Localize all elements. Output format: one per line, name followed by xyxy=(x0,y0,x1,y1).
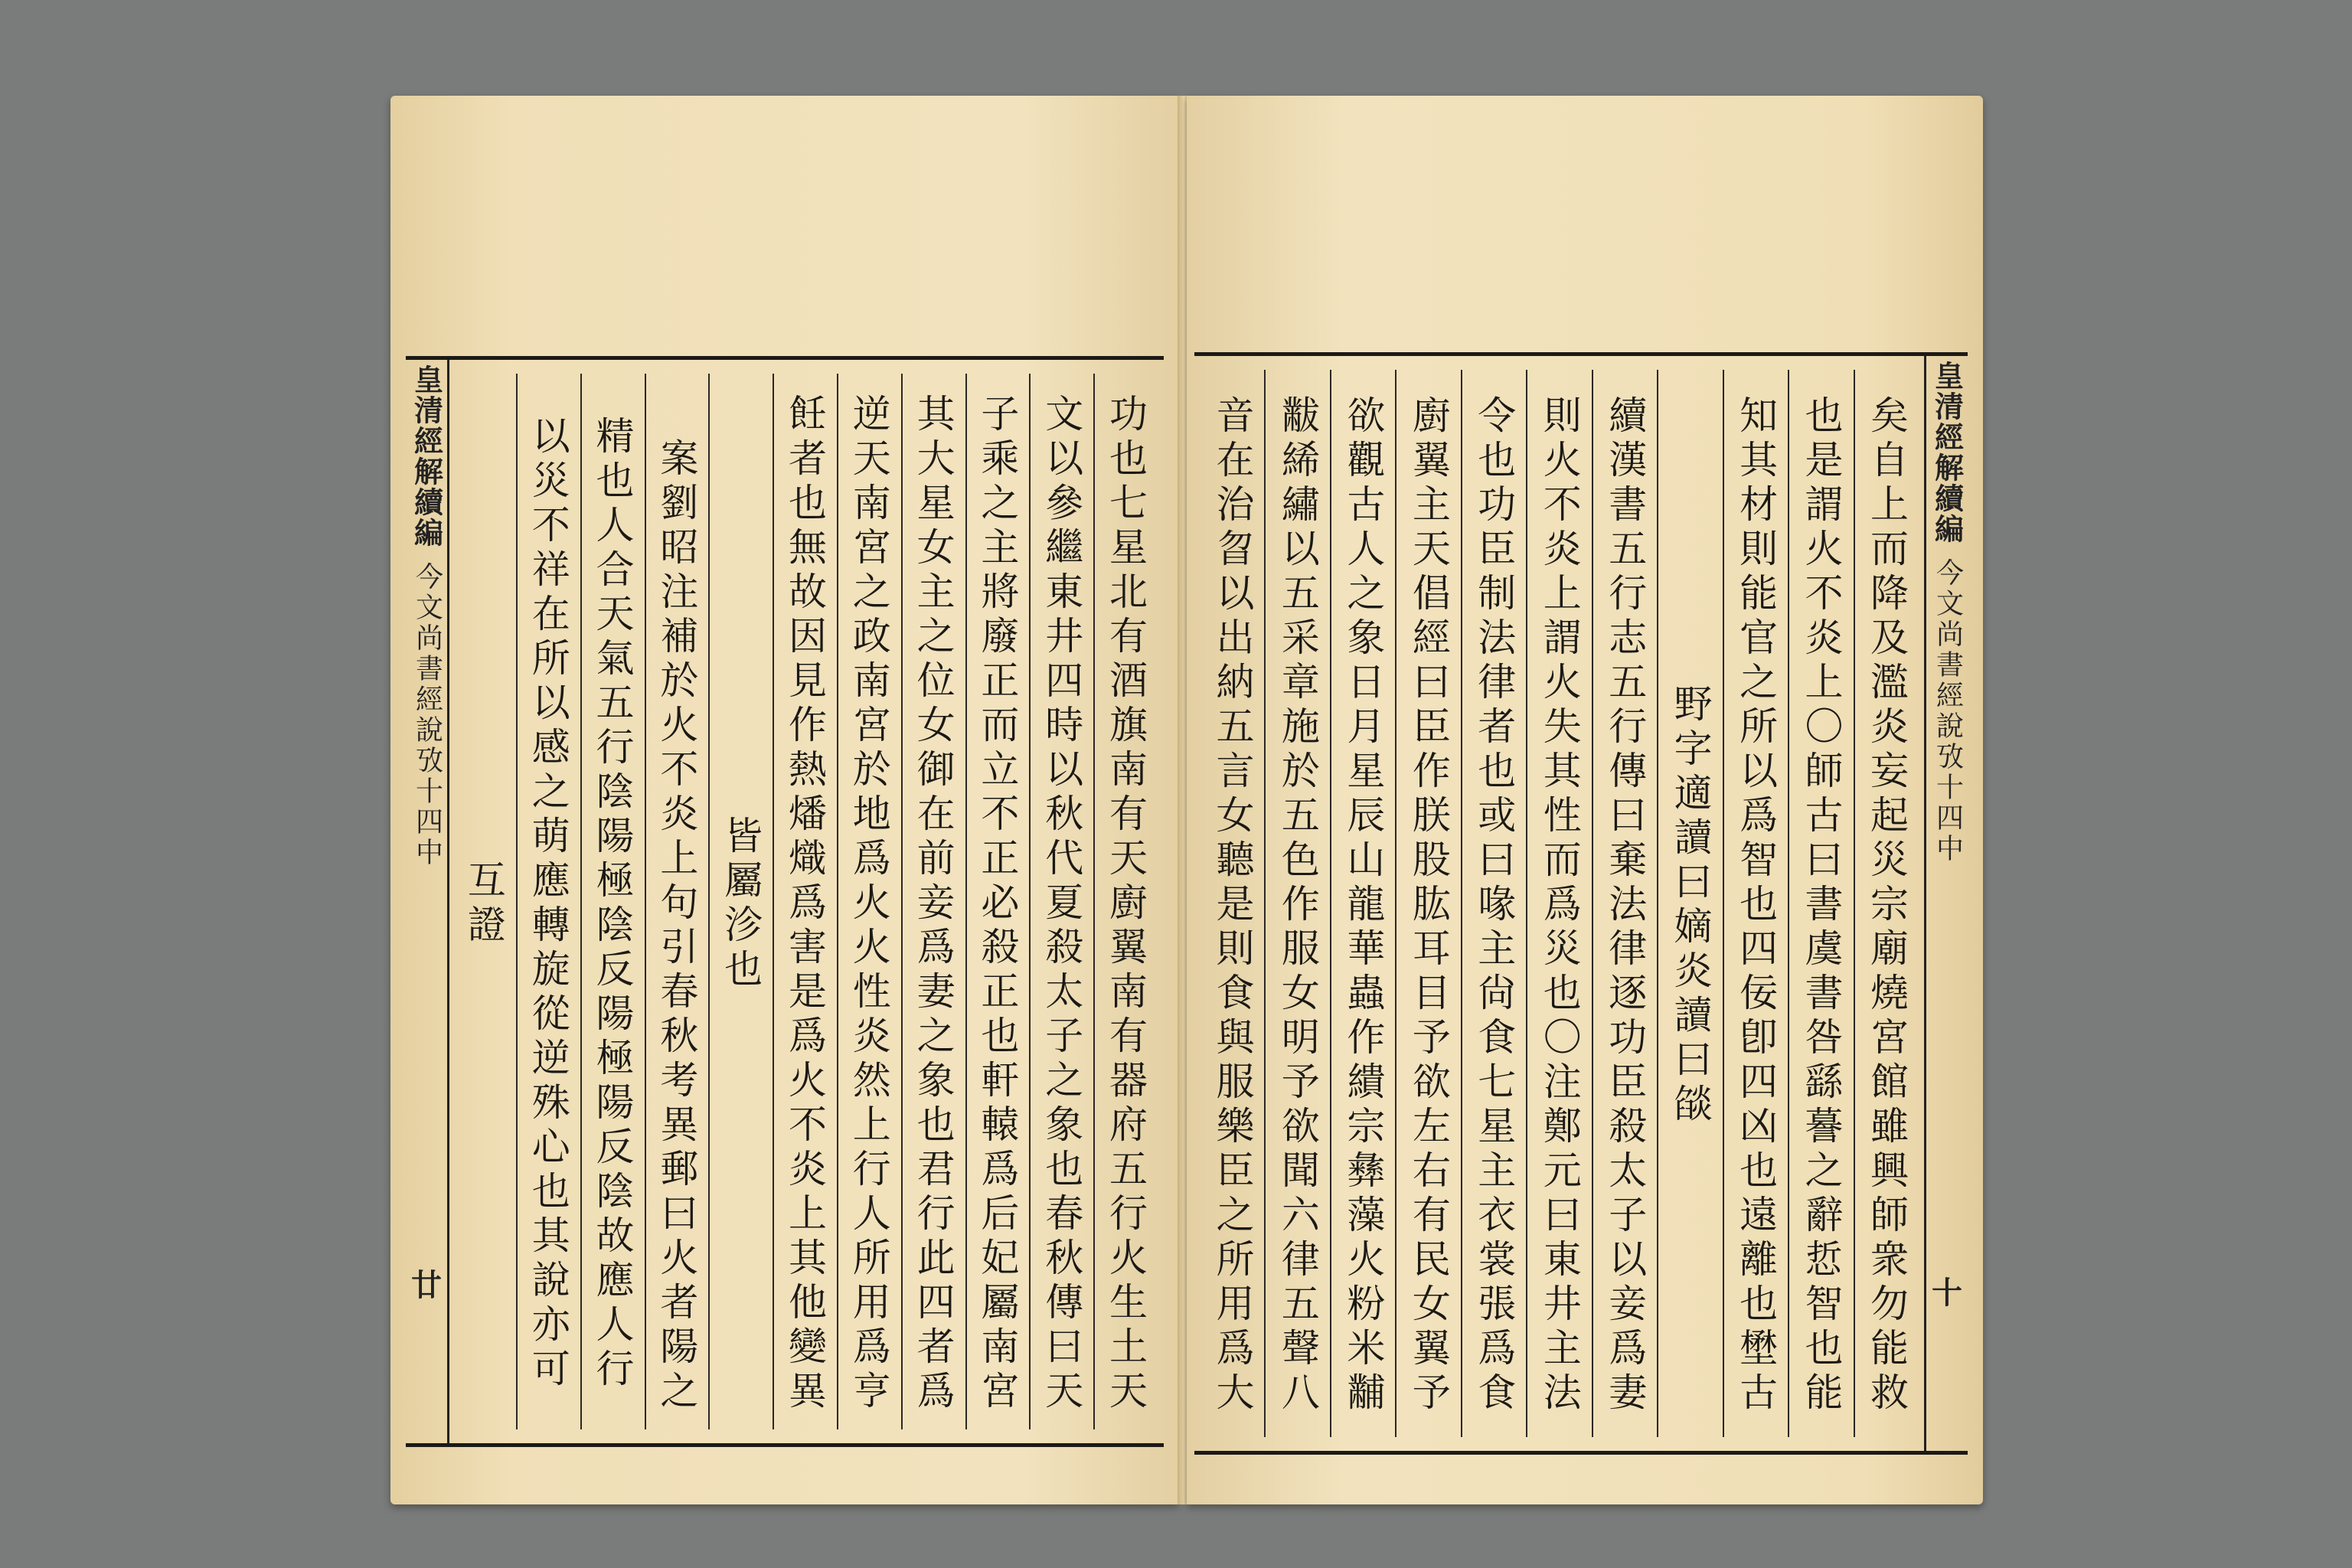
text-column: 互證 xyxy=(461,859,506,949)
book-spread xyxy=(383,80,1991,1520)
left-sub-title: 今文尚書經說攷十四中 xyxy=(411,562,443,868)
text-column: 野字適讀曰嫡炎讀曰燄 xyxy=(1657,370,1722,1437)
left-banxin xyxy=(406,360,449,1443)
text-column: 則火不炎上謂火失其性而爲災也〇注鄭元曰東井主法 xyxy=(1526,370,1591,1437)
text-column: 廚翼主天倡經曰臣作朕股肱耳目予欲左右有民女翼予 xyxy=(1395,370,1460,1437)
left-book-title: 皇清經解續編 xyxy=(409,364,444,548)
text-column: 也是謂火不炎上〇師古曰書虞書咎繇謩之辭悊智也能 xyxy=(1788,370,1853,1437)
text-column: 令也功臣制法律者也或曰喙主尙食七星主衣裳張爲食 xyxy=(1461,370,1526,1437)
right-sub-title: 今文尚書經說攷十四中 xyxy=(1932,558,1964,864)
right-banxin xyxy=(1924,356,1968,1451)
text-column: 黻絺繡以五采章施於五色作服女明予欲聞六律五聲八 xyxy=(1264,370,1329,1437)
text-column: 皆屬沴也 xyxy=(708,374,773,1429)
right-text-frame xyxy=(1194,352,1968,1455)
text-column: 案劉昭注補於火不炎上句引春秋考異郵曰火者陽之 xyxy=(645,374,709,1429)
text-column: 精也人合天氣五行陰陽極陰反陽極陽反陰故應人行 xyxy=(580,374,645,1429)
text-column: 音在治曶以出納五言女聽是則食與服樂臣之所用爲大 xyxy=(1210,395,1255,1416)
right-text-columns xyxy=(1200,370,1919,1437)
text-column: 子乘之主將廢正而立不正必殺正也軒轅爲后妃屬南宮 xyxy=(965,374,1030,1429)
left-text-frame xyxy=(406,356,1164,1447)
left-text-columns xyxy=(453,374,1158,1429)
text-column: 逆天南宮之政南宮於地爲火火性炎然上行人所用爲亨 xyxy=(837,374,901,1429)
left-page-number: 廿 xyxy=(411,1266,442,1303)
text-column: 飪者也無故因見作熱燔熾爲害是爲火不炎上其他變異 xyxy=(773,374,837,1429)
left-page xyxy=(390,96,1179,1504)
text-column: 其大星女主之位女御在前妾爲妻之象也君行此四者爲 xyxy=(901,374,965,1429)
text-column: 功也七星北有酒旗南有天廚翼南有器府五行火生土天 xyxy=(1093,374,1158,1429)
text-column: 矣自上而降及濫炎妄起災宗廟燒宮館雖興師衆勿能救 xyxy=(1854,370,1919,1437)
text-column: 欲觀古人之象日月星辰山龍華蟲作繢宗彝藻火粉米黼 xyxy=(1330,370,1395,1437)
text-column: 知其材則能官之所以爲智也四佞卽四凶也遠離也壄古 xyxy=(1723,370,1788,1437)
right-book-title: 皇清經解續編 xyxy=(1929,361,1965,544)
text-column: 以災不祥在所以感之萌應轉旋從逆殊心也其說亦可 xyxy=(516,374,580,1429)
right-page xyxy=(1187,96,1983,1504)
right-page-number: 十 xyxy=(1932,1274,1962,1311)
text-column: 文以參繼東井四時以秋代夏殺太子之象也春秋傳曰天 xyxy=(1029,374,1093,1429)
text-column: 續漢書五行志五行傳曰棄法律逐功臣殺太子以妾爲妻 xyxy=(1592,370,1657,1437)
